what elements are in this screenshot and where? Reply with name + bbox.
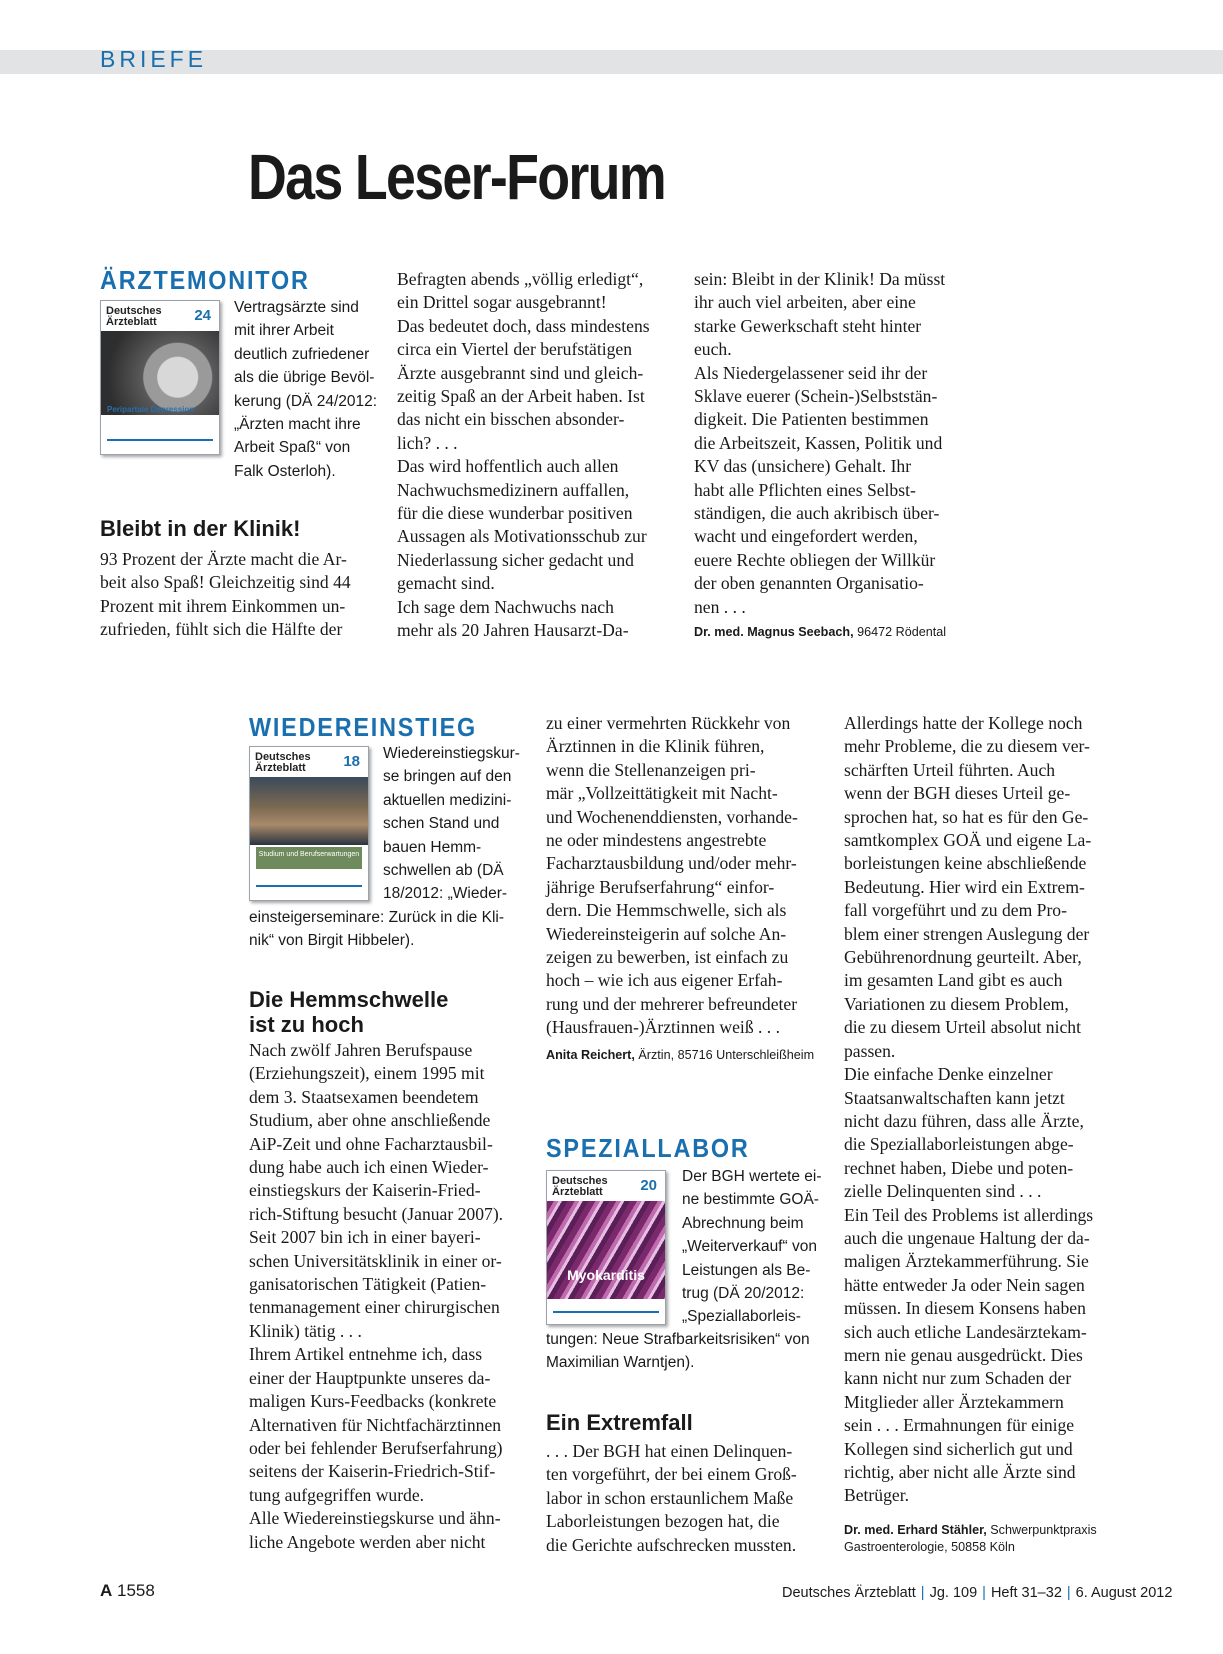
- letter1-column-2: Befragten abends „völlig erledigt“, ein Drittel sogar ausgebrannt! Das bedeutet doch, dass mindestens circa ein Viertel der berufstätigen Ärzte ausgebrannt sind und gleich- zeitig Spaß an der Arbeit haben. Ist das nicht ein bisschen absonder- lich? . . . Das wird hoffentlich auch allen Nachwuchsmedizinern auffallen, für die diese wunderbar positiven Aussagen als Motivationsschub zur Niederlassung sicher gedacht und gemacht sind. Ich sage dem Nachwuchs nach mehr als 20 Jahren Hausarzt-Da-: [397, 269, 650, 641]
- letter1-column-1: 93 Prozent der Ärzte macht die Ar- beit also Spaß! Gleichzeitig sind 44 Prozent mit ihrem Einkommen un- zufrieden, fühlt sich die Hälfte der: [100, 549, 351, 640]
- letter3-column-1: . . . Der BGH hat einen Delinquen- ten vorgeführt, der bei einem Groß- labor in schon erstaunlichem Maße Laborleistungen bezogen hat, die die Gerichte aufschrecken mussten.: [546, 1441, 797, 1555]
- letter2-cover-image: [249, 746, 369, 901]
- page-number: A 1558: [100, 1581, 155, 1600]
- letter3-column-2: Allerdings hatte der Kollege noch mehr Probleme, die zu diesem ver- schärften Urteil führten. Auch wenn der BGH dieses Urteil ge- sprochen hat, so hat es für den Ge- samtkomplex GOÄ und eigene La- borleistungen keine abschließende Bedeutung. Hier wird ein Extrem- fall vorgeführt und zu dem Pro- blem einer strengen Auslegung der Gebührenordnung geurteilt. Aber, im gesamten Land gibt es auch Variationen zu diesem Problem, die zu diesem Urteil absolut nicht passen. Die einfache Denke einzelner Staatsanwaltschaften kann jetzt nicht dazu führen, dass alle Ärzte, die Speziallaborleistungen abge- rechnet haben, Diebe und poten- zielle Delinquenten sind . . . Ein Teil des Problems ist allerdings auch die ungenaue Haltung der da- maligen Ärztekammerführung. Sie hätte entweder Ja oder Nein sagen müssen. In diesem Konsens haben sich auch etliche Landesärztekam- mern nie genau ausgedrückt. Dies kann nicht nur zum Schaden der Mitglieder aller Ärztekammern sein . . . Ermahnungen für einige Kollegen sind sicherlich gut und richtig, aber nicht alle Ärzte sind Betrüger.: [844, 713, 1094, 1506]
- cover-issue-number: 20: [640, 1177, 657, 1194]
- cover-masthead: Deutsches Ärzteblatt: [255, 751, 311, 774]
- journal-footer: Deutsches Ärzteblatt | Jg. 109 | Heft 31–32 | 6. August 2012: [782, 1585, 1173, 1601]
- cover-caption: Studium und Berufserwartungen: [256, 847, 362, 869]
- letter2-column-1: Nach zwölf Jahren Berufspause (Erziehungszeit), einem 1995 mit dem 3. Staatsexamen beendetem Studium, aber ohne anschließende AiP-Zeit und ohne Facharztausbil- dung habe auch ich einen Wieder- einstiegskurs der Kaiserin-Fried- rich-Stiftung besucht (Januar 2007). Seit 2007 bin ich in einer bayeri- schen Universitätsklinik in einer or- ganisatorischen Tätigkeit (Patien- tenmanagement einer chirurgischen Klinik) tätig . . . Ihrem Artikel entnehme ich, dass einer der Hauptpunkte unseres da- maligen Kurs-Feedbacks (konkrete Alternativen für Nichtfachärztinnen oder bei fehlender Berufserfahrung) seitens der Kaiserin-Friedrich-Stif- tung aufgegriffen wurde. Alle Wiedereinstiegskurse und ähn- liche Angebote werden aber nicht: [249, 1040, 504, 1552]
- cover-issue-number: 24: [194, 307, 211, 324]
- section-rubric: BRIEFE: [100, 46, 208, 72]
- letter2-intro-full: einsteigerseminare: Zurück in die Kli- nik“ von Birgit Hibbeler).: [249, 909, 504, 950]
- cover-masthead: Deutsches Ärzteblatt: [106, 305, 162, 328]
- letter2-headline: Die Hemmschwelle ist zu hoch: [249, 987, 449, 1037]
- page-title: Das Leser-Forum: [248, 141, 665, 213]
- cover-rule: [107, 439, 213, 441]
- letter3-headline: Ein Extremfall: [546, 1410, 693, 1435]
- cover-caption: Peripartale Depression: [107, 405, 195, 414]
- letter3-cover-image: [546, 1170, 666, 1325]
- cover-issue-number: 18: [343, 753, 360, 770]
- letter2-kicker: WIEDEREINSTIEG: [249, 712, 478, 742]
- letter3-kicker: SPEZIALLABOR: [546, 1133, 750, 1163]
- letter1-signature: Dr. med. Magnus Seebach, 96472 Rödental: [694, 625, 947, 639]
- cover-rule: [256, 885, 362, 887]
- letter1-intro: Vertragsärzte sind mit ihrer Arbeit deutlich zufriedener als die übrige Bevöl- kerung (DÄ 24/2012: „Ärzten macht ihre Arbeit Spaß“ von Falk Osterloh).: [234, 299, 378, 480]
- letter2-column-2: zu einer vermehrten Rückkehr von Ärztinnen in die Klinik führen, wenn die Stellenanzeigen pri- mär „Vollzeittätigkeit mit Nacht- und Wochenenddiensten, vorhande- ne oder mindestens angestrebte Facharztausbildung und/oder mehr- jährige Berufserfahrung“ einfor- dern. Die Hemmschwelle, sich als Wiedereinsteigerin auf solche An- zeigen zu bewerben, ist einfach zu hoch – wie ich aus eigener Erfah- rung und der mehrerer befreundeter (Hausfrauen-)Ärztinnen weiß . . .: [546, 713, 798, 1038]
- cover-masthead: Deutsches Ärzteblatt: [552, 1175, 608, 1198]
- letter3-intro-full: tungen: Neue Strafbarkeitsrisiken“ von Maximilian Warntjen).: [546, 1331, 810, 1372]
- letter3-signature: Dr. med. Erhard Stähler, Schwerpunktpraxis Gastroenterologie, 50858 Köln: [844, 1523, 1097, 1554]
- letter1-cover-image: [100, 300, 220, 455]
- cover-caption: Myokarditis: [567, 1267, 645, 1283]
- cover-rule: [553, 1311, 659, 1313]
- cover-photo: [250, 777, 368, 845]
- letter2-signature: Anita Reichert, Ärztin, 85716 Unterschleißheim: [546, 1048, 815, 1062]
- letter2-intro-side: Wiedereinstiegskur- se bringen auf den aktuellen medizini- schen Stand und bauen Hemm- schwellen ab (DÄ 18/2012: „Wieder-: [383, 745, 520, 903]
- letter1-column-3: sein: Bleibt in der Klinik! Da müsst ihr auch viel arbeiten, aber eine starke Gewerkschaft steht hinter euch. Als Niedergelassener seid ihr der Sklave euerer (Schein-)Selbststän- digkeit. Die Patienten bestimmen die Arbeitszeit, Kassen, Politik und KV das (unsichere) Gehalt. Ihr habt alle Pflichten eines Selbst- ständigen, die auch akribisch über- wacht und eingefordert werden, euere Rechte obliegen der Willkür der oben genannten Organisatio- nen . . .: [694, 269, 946, 617]
- cover-photo: [101, 331, 219, 415]
- letter3-intro-side: Der BGH wertete ei- ne bestimmte GOÄ- Abrechnung beim „Weiterverkauf“ von Leistungen als Be- trug (DÄ 20/2012: „Speziallaborleis-: [682, 1168, 822, 1326]
- cover-photo: [547, 1201, 665, 1299]
- letter1-kicker: ÄRZTEMONITOR: [100, 265, 310, 295]
- letter1-headline: Bleibt in der Klinik!: [100, 516, 301, 541]
